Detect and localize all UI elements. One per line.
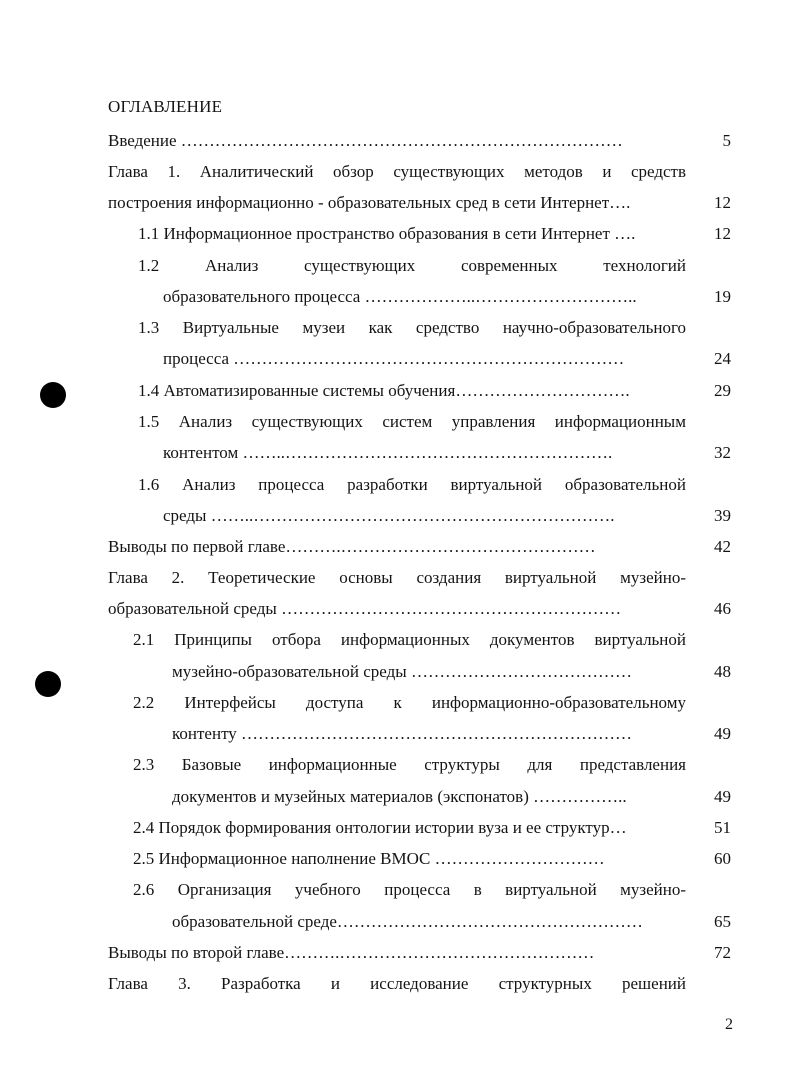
toc-entry-page: 42: [714, 537, 731, 556]
toc-entry-text: образовательной среде………………………………………………: [172, 912, 643, 931]
toc-entry-text: Введение ……………………………………………………………………: [108, 131, 623, 150]
page-number: 2: [725, 1016, 733, 1033]
toc-entry-text: образовательной среды ……………………………………………………: [108, 599, 622, 618]
toc-entry-text: 1.6 Анализ процесса разработки виртуальной образовательной: [138, 475, 686, 494]
toc-entry-text: документов и музейных материалов (экспонатов) ……………..: [172, 787, 627, 806]
toc-entry-text: 1.4 Автоматизированные системы обучения………………………….: [138, 381, 630, 400]
toc-entry-text: Глава 2. Теоретические основы создания виртуальной музейно-: [108, 568, 686, 587]
toc-entry-text: контентом ……..………………………………………………….: [163, 443, 613, 462]
toc-entry-text: 2.4 Порядок формирования онтологии истории вуза и ее структур…: [133, 818, 627, 837]
toc-entry-text: 2.2 Интерфейсы доступа к информационно-образовательному: [133, 693, 686, 712]
toc-entry-text: процесса ……………………………………………………………: [163, 349, 625, 368]
toc-entry-text: Глава 3. Разработка и исследование структурных решений: [108, 974, 686, 993]
toc-entry-page: 48: [714, 662, 731, 681]
toc-entry-text: построения информационно - образовательных сред в сети Интернет….: [108, 193, 631, 212]
toc-entry-page: 12: [714, 224, 731, 243]
toc-entry-page: 32: [714, 443, 731, 462]
toc-entry-text: 2.6 Организация учебного процесса в виртуальной музейно-: [133, 880, 686, 899]
punch-hole-top: [40, 382, 66, 408]
toc-entry-text: 2.5 Информационное наполнение ВМОС …………………………: [133, 849, 605, 868]
toc-entry-page: 72: [714, 943, 731, 962]
toc-entry-text: Выводы по первой главе……….………………………………………: [108, 537, 596, 556]
toc-entry-page: 24: [714, 349, 731, 368]
toc-entry-page: 65: [714, 912, 731, 931]
toc-entry-page: 29: [714, 381, 731, 400]
toc-entry-page: 49: [714, 724, 731, 743]
toc-entry-text: 1.1 Информационное пространство образования в сети Интернет ….: [138, 224, 636, 243]
toc-title: ОГЛАВЛЕНИЕ: [108, 97, 223, 116]
toc-entry-text: Глава 1. Аналитический обзор существующих методов и средств: [108, 162, 686, 181]
toc-entry-page: 12: [714, 193, 731, 212]
toc-entry-page: 60: [714, 849, 731, 868]
toc-entry-page: 51: [714, 818, 731, 837]
toc-entry-page: 39: [714, 506, 731, 525]
toc-entry-text: музейно-образовательной среды …………………………………: [172, 662, 632, 681]
toc-entry-text: контенту ……………………………………………………………: [172, 724, 633, 743]
toc-entry-page: 19: [714, 287, 731, 306]
toc-entry-text: Выводы по второй главе……….………………………………………: [108, 943, 595, 962]
toc-entry-text: 1.2 Анализ существующих современных технологий: [138, 256, 686, 275]
toc-entry-text: 2.1 Принципы отбора информационных документов виртуальной: [133, 630, 686, 649]
toc-entry-text: образовательного процесса ………………..………………………..: [163, 287, 637, 306]
toc-entry-page: 49: [714, 787, 731, 806]
toc-entry-text: 2.3 Базовые информационные структуры для представления: [133, 755, 686, 774]
toc-entry-text: 1.3 Виртуальные музеи как средство научно-образовательного: [138, 318, 686, 337]
toc-entry-page: 46: [714, 599, 731, 618]
toc-entry-text: среды ……..……………………………………………………….: [163, 506, 615, 525]
punch-hole-bottom: [35, 671, 61, 697]
toc-entry-page: 5: [722, 131, 731, 150]
toc-entry-text: 1.5 Анализ существующих систем управления информационным: [138, 412, 686, 431]
